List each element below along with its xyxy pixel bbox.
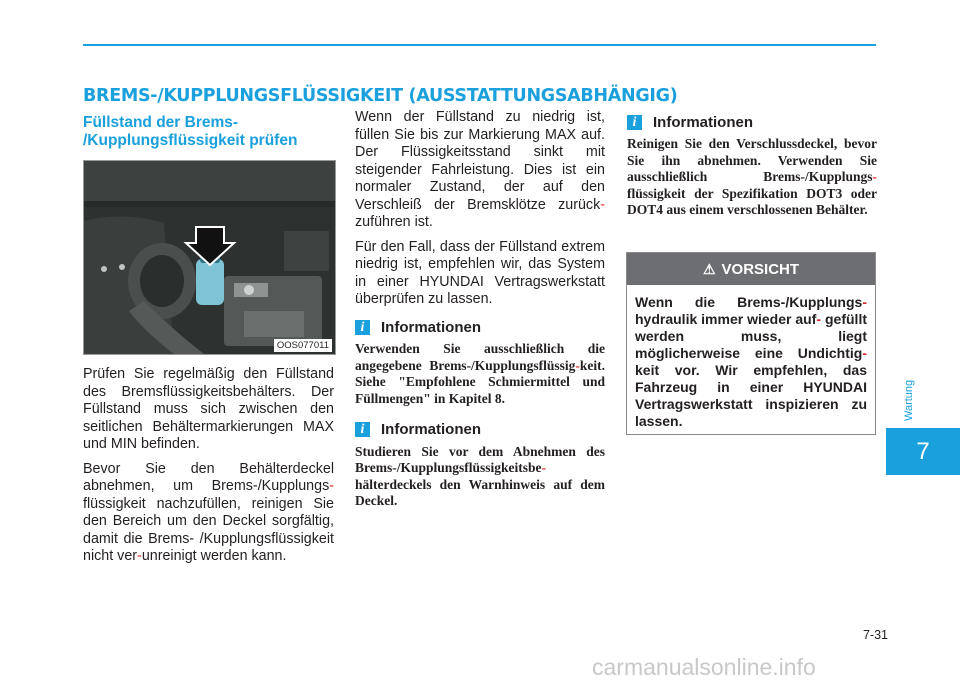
info-icon: i <box>627 115 642 130</box>
info-text: Studieren Sie vor dem Abnehmen des Brems-/Kupplungsflüssigkeitsbe-hälterdeckels den Warnhinweis auf dem Deckel. <box>355 443 605 508</box>
info-text: Verwenden Sie ausschließlich die angegebene Brems-/Kupplungsflüssig-keit. Siehe "Empfohlene Schmiermittel und Füllmengen" in Kapitel 8. <box>355 341 605 406</box>
top-rule <box>83 44 876 46</box>
info-text: Reinigen Sie den Verschlussdeckel, bevor Sie ihn abnehmen. Verwenden Sie ausschließlich Brems-/Kupplungs-flüssigkeit der Spezifikation DOT3 oder DOT4 aus einem verschlossenen Behälter. <box>627 136 877 217</box>
info-heading: i Informationen <box>355 421 605 439</box>
info-heading: i Informationen <box>627 114 877 131</box>
chapter-tab: 7 <box>886 428 960 475</box>
warning-triangle-icon: ⚠ <box>702 260 716 277</box>
caution-header: ⚠ VORSICHT <box>627 253 875 285</box>
engine-bay-illustration <box>84 161 335 354</box>
right-column <box>627 114 877 219</box>
info-icon: i <box>355 320 370 335</box>
middle-column <box>355 109 605 517</box>
watermark: carmanualsonline.info <box>592 654 816 680</box>
paragraph: Wenn der Füllstand zu niedrig ist, füllen Sie bis zur Markierung MAX auf. Der Flüssigkeitsstand sinkt mit steigender Fahrleistung. Dies ist ein normaler Zustand, der auf den Verschleiß der Bremsklötze zurück-zuführen ist. <box>355 109 605 230</box>
caution-box <box>626 252 876 435</box>
engine-bay-photo <box>83 160 336 355</box>
paragraph: Prüfen Sie regelmäßig den Füllstand des Bremsflüssigkeitsbehälters. Der Füllstand muss sich zwischen den seitlichen Behältermarkierungen MAX und MIN befinden. <box>83 366 334 452</box>
section-title: BREMS-/KUPPLUNGSFLÜSSIGKEIT (AUSSTATTUNGSABHÄNGIG) <box>83 86 678 106</box>
caution-text: Wenn die Brems-/Kupplungs- hydraulik immer wieder auf- gefüllt werden muss, liegt möglicherweise eine Undichtig- keit vor. Wir empfehlen, das Fahrzeug in einer HYUNDAI Vertragswerkstatt inspizieren zu lassen. <box>635 294 867 429</box>
left-column <box>83 366 334 573</box>
section-side-label: Wartung <box>903 379 915 421</box>
page-number: 7-31 <box>862 628 888 642</box>
info-heading: i Informationen <box>355 319 605 337</box>
image-code: OOS077011 <box>274 339 332 352</box>
subheading: Füllstand der Brems- /Kupplungsflüssigkeit prüfen <box>83 114 298 149</box>
info-icon: i <box>355 422 370 437</box>
paragraph: Bevor Sie den Behälterdeckel abnehmen, um Brems-/Kupplungs-flüssigkeit nachzufüllen, reinigen Sie den Bereich um den Deckel sorgfältig, damit die Brems- /Kupplungsflüssigkeit nicht ver-unreinigt werden kann. <box>83 460 334 564</box>
paragraph: Für den Fall, dass der Füllstand extrem niedrig ist, empfehlen wir, das System in einer HYUNDAI Vertragswerkstatt überprüfen zu lassen. <box>355 238 605 307</box>
